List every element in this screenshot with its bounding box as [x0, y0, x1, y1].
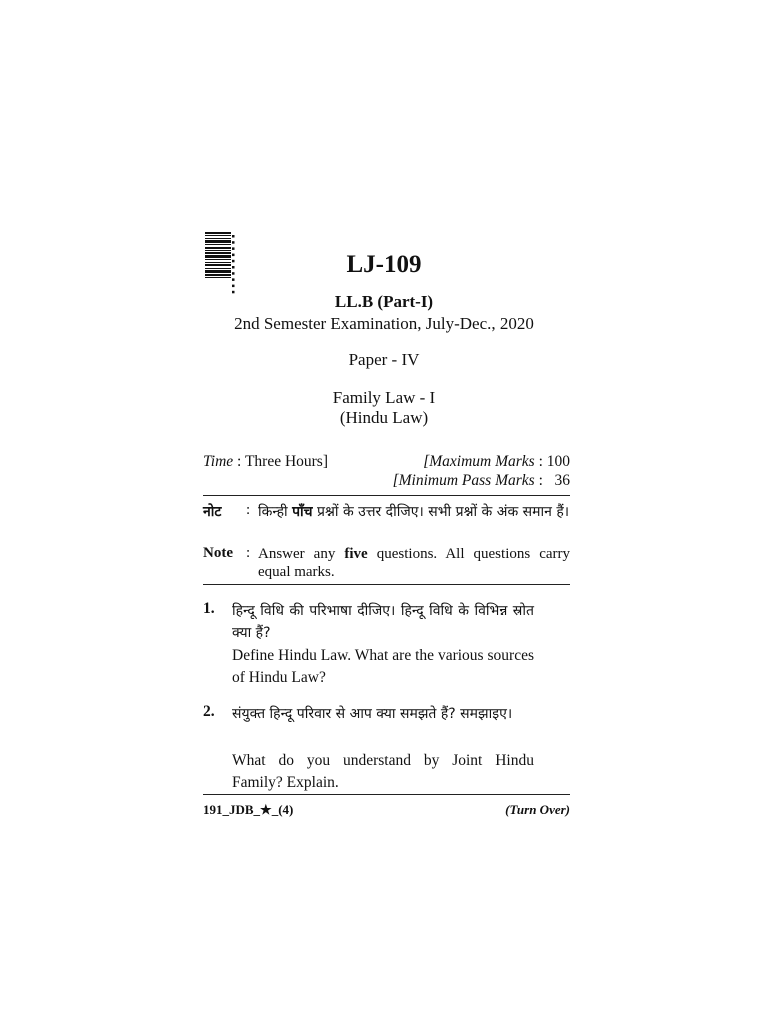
footer-code: 191_JDB_★_(4) [203, 802, 294, 817]
exam-title: 2nd Semester Examination, July-Dec., 2020 [234, 314, 534, 333]
min-marks-label: [Minimum Pass Marks [392, 472, 535, 489]
note-hi-text: किन्ही पाँच प्रश्नों के उत्तर दीजिए। सभी प्रश्नों के अंक समान हैं। [258, 504, 570, 520]
time-row: Time : Three Hours] [Maximum Marks : 100 [203, 453, 570, 470]
time-value: Three Hours] [244, 453, 329, 470]
divider-top [203, 495, 570, 496]
max-marks-value: 100 [546, 453, 570, 470]
paper-number: Paper - IV [348, 350, 420, 369]
question-1-hindi: हिन्दू विधि की परिभाषा दीजिए। हिन्दू विधि के विभिन्न स्रोत क्या हैं? [232, 603, 534, 641]
question-1-english: Define Hindu Law. What are the various sources of Hindu Law? [232, 647, 534, 686]
question-1-number: 1. [203, 600, 215, 617]
subject-title: Family Law - I [332, 388, 436, 407]
max-marks-label: [Maximum Marks [423, 453, 535, 470]
note-en-text: Answer any five questions. All questions carry equal marks. [258, 546, 571, 580]
divider-bottom [203, 794, 570, 795]
min-marks-value: 36 [554, 472, 570, 489]
time-label: Time [203, 453, 234, 470]
question-2-english: What do you understand by Joint Hindu Family? Explain. [232, 752, 534, 791]
course-title: LL.B (Part-I) [334, 292, 434, 311]
note-en-label: Note [203, 545, 233, 561]
paper-code: LJ-109 [346, 251, 422, 278]
divider-middle [203, 584, 570, 585]
min-marks: [Minimum Pass Marks : 36 [392, 472, 570, 489]
note-hi-label: नोट [203, 504, 222, 520]
max-marks: [Maximum Marks : 100 [423, 453, 570, 470]
turn-over-label: (Turn Over) [505, 802, 570, 817]
subject-subtitle: (Hindu Law) [339, 408, 429, 427]
question-2-hindi: संयुक्त हिन्दू परिवार से आप क्या समझते हैं? समझाइए। [232, 706, 513, 722]
question-2-number: 2. [203, 703, 215, 720]
